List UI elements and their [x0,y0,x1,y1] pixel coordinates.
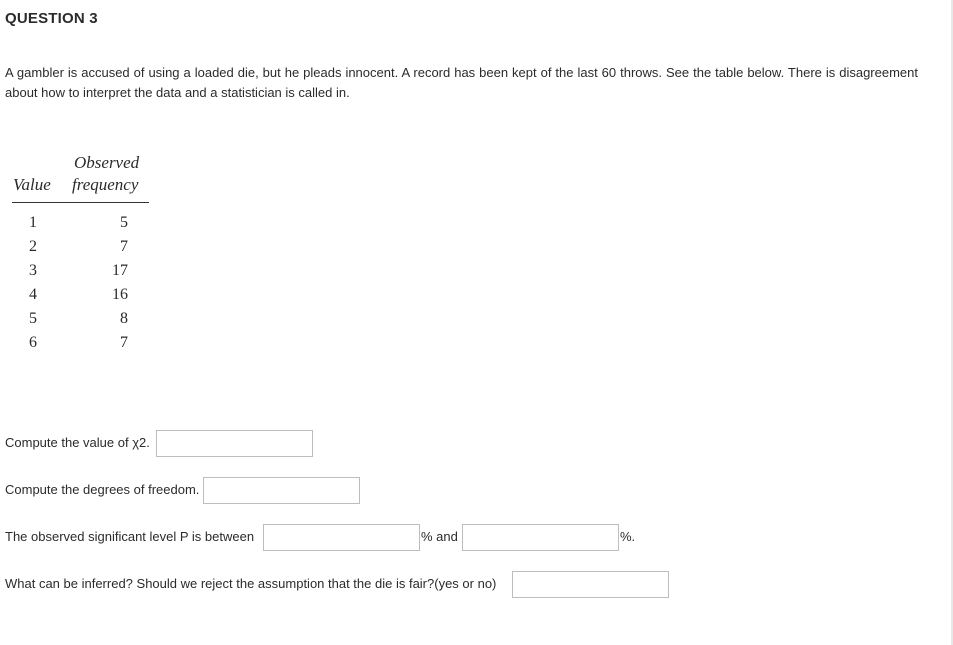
value-cell: 1 [29,214,37,231]
frequency-cell: 5 [120,214,128,231]
header-value: Value [13,175,51,194]
inference-label: What can be inferred? Should we reject the assumption that the die is fair?(yes or no) [5,576,497,591]
header-rule [12,202,149,203]
chi-square-input[interactable] [156,430,313,457]
header-frequency: frequency [72,175,139,194]
p-value-label: The observed significant level P is between [5,529,255,544]
value-cell: 4 [29,286,37,303]
p-value-and-text: % and [421,529,458,544]
inference-input[interactable] [512,571,669,598]
header-observed: Observed [74,153,140,172]
question-title: QUESTION 3 [5,10,98,27]
value-column [23,211,43,355]
frequency-column [98,211,128,355]
frequency-cell: 16 [112,286,128,303]
frequency-cell: 17 [112,262,128,279]
p-value-low-input[interactable] [263,524,420,551]
question-prompt: A gambler is accused of using a loaded die, but he pleads innocent. A record has been kept of the last 60 throws. See the table below. There is disagreement about how to interpret the data and a statistician is called in. [5,65,918,100]
value-cell: 3 [29,262,37,279]
p-value-percent-end: %. [620,529,636,544]
chi-square-label: Compute the value of χ2. [5,435,150,450]
degrees-of-freedom-label: Compute the degrees of freedom. [5,482,200,497]
frequency-cell: 8 [120,310,128,327]
value-cell: 6 [29,334,37,351]
value-cell: 2 [29,238,37,255]
p-value-high-input[interactable] [462,524,619,551]
frequency-cell: 7 [120,334,128,351]
degrees-of-freedom-input[interactable] [203,477,360,504]
value-cell: 5 [29,310,37,327]
frequency-cell: 7 [120,238,128,255]
